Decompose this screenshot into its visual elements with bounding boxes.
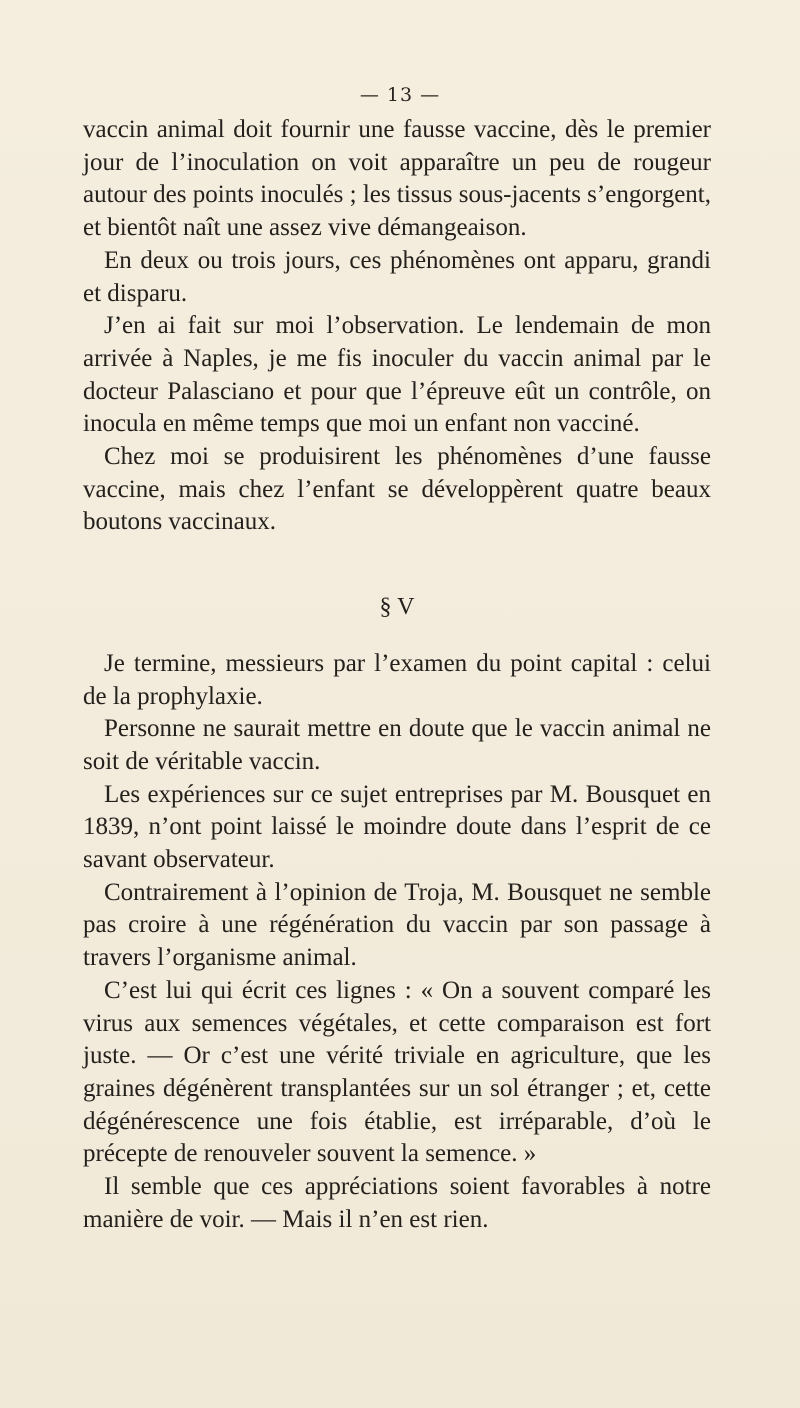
paragraph-continued: vaccin animal doit fournir une fausse vaccine, dès le premier jour de l’inoculation on voit apparaître un peu de rougeur autour des points inoculés ; les tissus sous-jacents s’engorgent, et bientôt naît une assez vive démangeaison.: [83, 116, 711, 242]
paragraph: Les expériences sur ce sujet entreprises par M. Bousquet en 1839, n’ont point laissé le moindre doute dans l’esprit de ce savant observateur.: [83, 780, 711, 874]
paragraph: Chez moi se produisirent les phénomènes d’une fausse vaccine, mais chez l’enfant se développèrent quatre beaux boutons vaccinaux.: [83, 443, 711, 536]
paragraph-quote: C’est lui qui écrit ces lignes : « On a souvent comparé les virus aux semences végétales, et cette comparaison est fort juste. — Or c’est une vérité triviale en agriculture, que les graines dégénèrent transplantées sur un sol étranger ; et, cette dégénérescence une fois établie, est irréparable, d’où le précepte de renouveler souvent la semence. »: [83, 976, 711, 1168]
section-heading: § V: [379, 594, 415, 621]
paragraph: Contrairement à l’opinion de Troja, M. Bousquet ne semble pas croire à une régénération du vaccin par son passage à travers l’organisme animal.: [83, 878, 711, 972]
paragraph: Il semble que ces appréciations soient favorables à notre manière de voir. — Mais il n’en est rien.: [83, 1173, 711, 1233]
paragraph: En deux ou trois jours, ces phénomènes ont apparu, grandi et disparu.: [83, 246, 711, 307]
paragraph: Personne ne saurait mettre en doute que le vaccin animal ne soit de véritable vaccin.: [83, 715, 711, 775]
paragraph: J’en ai fait sur moi l’observation. Le lendemain de mon arrivée à Naples, je me fis inoculer du vaccin animal par le docteur Palasciano et pour que l’épreuve eût un contrôle, on inocula en même temps que moi un enfant non vacciné.: [83, 312, 711, 438]
page-body: [83, 114, 711, 1237]
paragraph: Je termine, messieurs par l’examen du point capital : celui de la prophylaxie.: [83, 649, 711, 710]
page-number: — 13 —: [359, 84, 441, 106]
